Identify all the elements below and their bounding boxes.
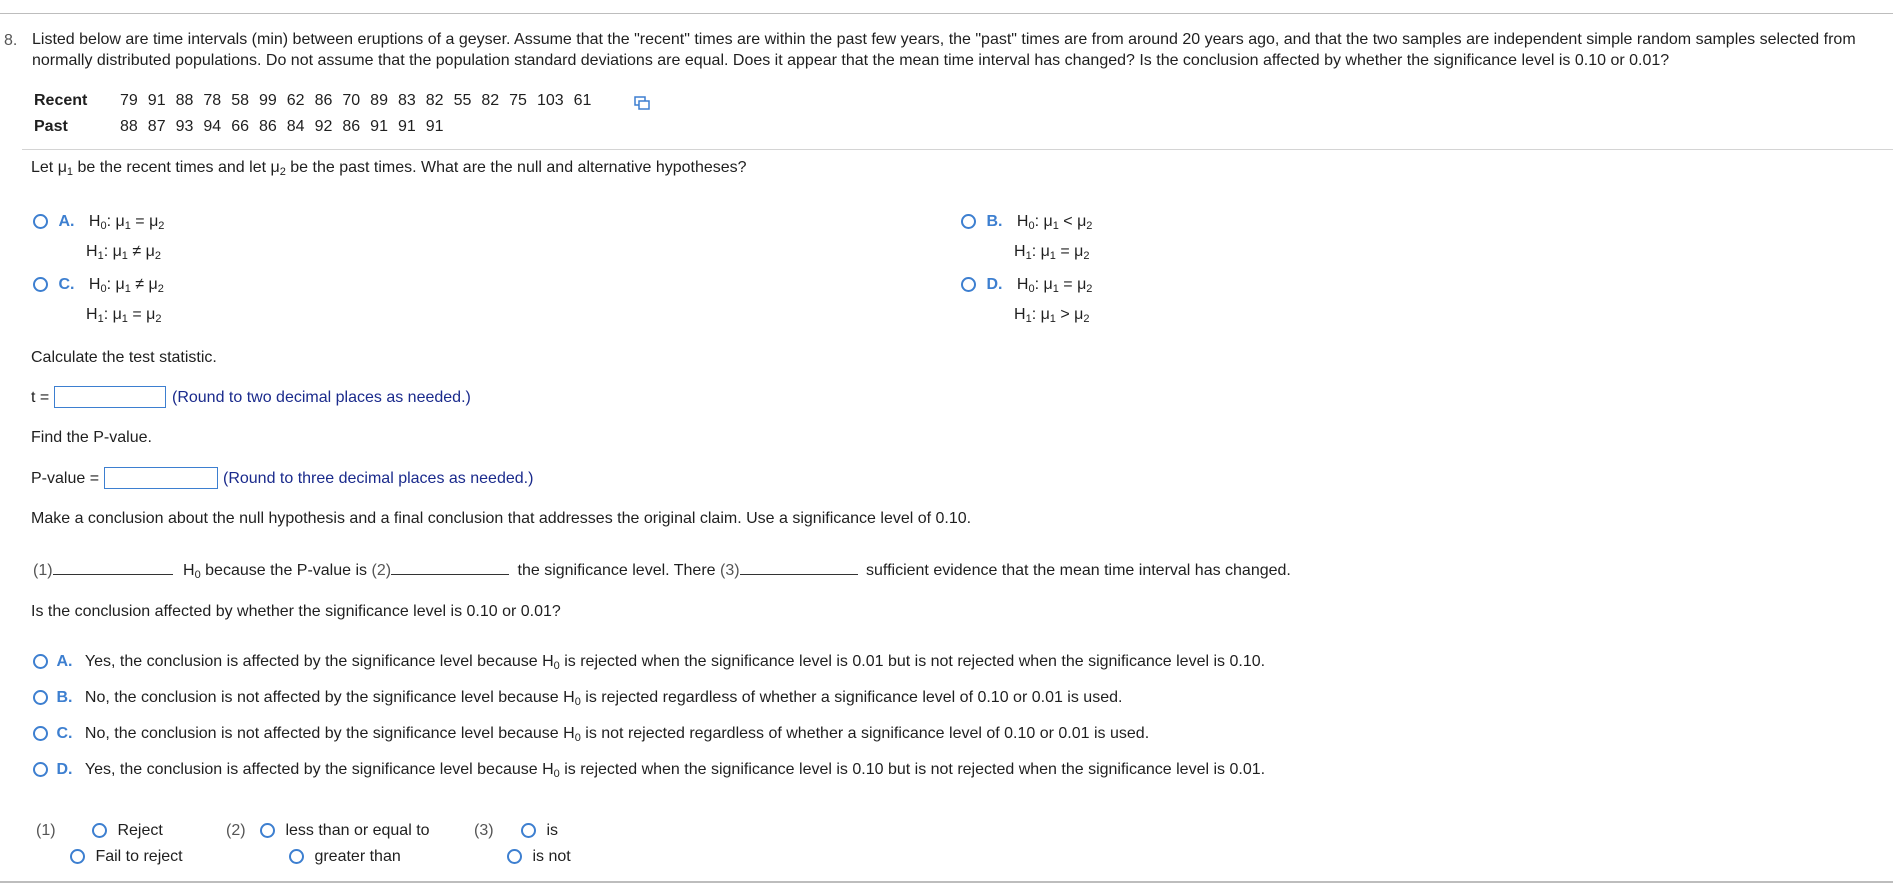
past-value: 94 <box>203 118 222 135</box>
t-input[interactable] <box>54 386 166 408</box>
recent-value: 62 <box>286 92 305 109</box>
p-value-label: P-value = <box>31 470 100 487</box>
choice-is-radio[interactable] <box>521 823 536 838</box>
choice-greater-than-radio[interactable] <box>289 849 304 864</box>
p-value-input[interactable] <box>104 467 218 489</box>
past-value: 87 <box>147 118 166 135</box>
p-value-prompt: Find the P-value. <box>31 429 152 446</box>
choice-less-than-or-equal-radio[interactable] <box>260 823 275 838</box>
hypothesis-option-c[interactable]: C. $H_0$: $\mu_1 \ne \mu_2$ $H_1$: $\mu_1 = \mu_2$ <box>33 272 164 332</box>
affected-option-d[interactable]: D. Yes, the conclusion is affected by the significance level because $H_0$ is rejected when the significance level is 0.10 but is not rejected when the significance level is 0.01. <box>33 761 1265 780</box>
recent-value: 91 <box>147 92 166 109</box>
hypothesis-option-d[interactable]: D. $H_0$: $\mu_1 = \mu_2$ $H_1$: $\mu_1 > \mu_2$ <box>961 272 1092 332</box>
affected-b-radio[interactable] <box>33 690 48 705</box>
top-divider <box>0 13 1893 14</box>
recent-value: 82 <box>481 92 500 109</box>
past-value: 86 <box>342 118 361 135</box>
affected-option-a[interactable]: A. Yes, the conclusion is affected by the significance level because $H_0$ is rejected when the significance level is 0.01 but is not rejected when the significance level is 0.10. <box>33 653 1265 672</box>
affected-a-radio[interactable] <box>33 654 48 669</box>
blank-2[interactable] <box>391 574 509 575</box>
recent-value: 75 <box>509 92 527 109</box>
past-value: 91 <box>397 118 416 135</box>
past-value: 86 <box>258 118 277 135</box>
blank-1[interactable] <box>53 574 173 575</box>
conclusion-prompt: Make a conclusion about the null hypothesis and a final conclusion that addresses the original claim. Use a significance level of 0.10. <box>31 510 972 527</box>
choice-group-3-label: (3) <box>474 822 494 839</box>
bottom-divider <box>0 881 1893 883</box>
test-statistic-prompt: Calculate the test statistic. <box>31 349 217 366</box>
past-value: 93 <box>175 118 194 135</box>
recent-values <box>120 92 601 110</box>
past-value: 91 <box>425 118 444 135</box>
choice-is[interactable]: is <box>521 822 558 840</box>
hypothesis-c-radio[interactable] <box>33 277 48 292</box>
past-label: Past <box>34 118 68 135</box>
question-text: Listed below are time intervals (min) between eruptions of a geyser. Assume that the "recent" times are within the past few years, the "past" times are from around 20 years ago, and that the two samples are independent simple random samples selected from normally distributed populations. Do not assume that the population standard deviations are equal. Does it appear that the mean time interval has changed? Is the conclusion affected by whether the significance level is 0.10 or 0.01? <box>32 31 1856 69</box>
recent-value: 70 <box>342 92 361 109</box>
hypothesis-d-radio[interactable] <box>961 277 976 292</box>
affected-option-c[interactable]: C. No, the conclusion is not affected by the significance level because $H_0$ is not rejected regardless of whether a significance level of 0.10 or 0.01 is used. <box>33 725 1149 744</box>
affected-option-b[interactable]: B. No, the conclusion is not affected by the significance level because $H_0$ is rejected regardless of whether a significance level of 0.10 or 0.01 is used. <box>33 689 1122 708</box>
past-values <box>120 118 454 136</box>
hypothesis-a-radio[interactable] <box>33 214 48 229</box>
affected-d-radio[interactable] <box>33 762 48 777</box>
choice-fail-to-reject-radio[interactable] <box>70 849 85 864</box>
choice-greater-than[interactable]: greater than <box>289 848 401 866</box>
choice-group-1-label: (1) <box>36 822 56 839</box>
past-value: 88 <box>120 118 138 135</box>
recent-value: 78 <box>203 92 222 109</box>
section-divider <box>22 149 1893 150</box>
blank-3[interactable] <box>740 574 858 575</box>
t-label: t = <box>31 389 50 406</box>
conclusion-sentence: (1) $H_0$ because the P-value is (2) the significance level. There (3) sufficient evidence that the mean time interval has changed. <box>33 562 1291 581</box>
recent-value: 86 <box>314 92 333 109</box>
recent-value: 79 <box>120 92 138 109</box>
p-value-hint: (Round to three decimal places as needed.) <box>223 470 534 487</box>
recent-value: 58 <box>231 92 249 109</box>
recent-value: 83 <box>397 92 416 109</box>
affected-prompt: Is the conclusion affected by whether the significance level is 0.10 or 0.01? <box>31 603 561 620</box>
recent-value: 61 <box>573 92 592 109</box>
choice-is-not-radio[interactable] <box>507 849 522 864</box>
choice-fail-to-reject[interactable]: Fail to reject <box>70 848 183 866</box>
hypothesis-option-b[interactable]: B. $H_0$: $\mu_1 < \mu_2$ $H_1$: $\mu_1 = \mu_2$ <box>961 209 1092 269</box>
choice-is-not[interactable]: is not <box>507 848 571 866</box>
recent-value: 89 <box>370 92 388 109</box>
affected-c-radio[interactable] <box>33 726 48 741</box>
recent-value: 88 <box>175 92 194 109</box>
copy-data-icon[interactable] <box>634 96 650 110</box>
choice-reject-radio[interactable] <box>92 823 107 838</box>
past-value: 84 <box>286 118 305 135</box>
choice-less-than-or-equal[interactable]: less than or equal to <box>260 822 430 840</box>
past-value: 66 <box>231 118 249 135</box>
past-value: 91 <box>370 118 388 135</box>
recent-value: 82 <box>425 92 444 109</box>
choice-group-2-label: (2) <box>226 822 246 839</box>
t-hint: (Round to two decimal places as needed.) <box>172 389 471 406</box>
recent-label: Recent <box>34 92 88 109</box>
recent-value: 103 <box>536 92 564 109</box>
past-value: 92 <box>314 118 333 135</box>
question-number: 8. <box>4 32 18 49</box>
hypothesis-option-a[interactable]: A. $H_0$: $\mu_1 = \mu_2$ $H_1$: $\mu_1 \ne \mu_2$ <box>33 209 164 269</box>
choice-reject[interactable]: Reject <box>92 822 163 840</box>
hypothesis-b-radio[interactable] <box>961 214 976 229</box>
hypotheses-prompt: Let $\mu_1$ be the recent times and let $\mu_2$ be the past times. What are the null and alternative hypotheses? <box>31 159 747 178</box>
recent-value: 55 <box>453 92 472 109</box>
recent-value: 99 <box>258 92 277 109</box>
